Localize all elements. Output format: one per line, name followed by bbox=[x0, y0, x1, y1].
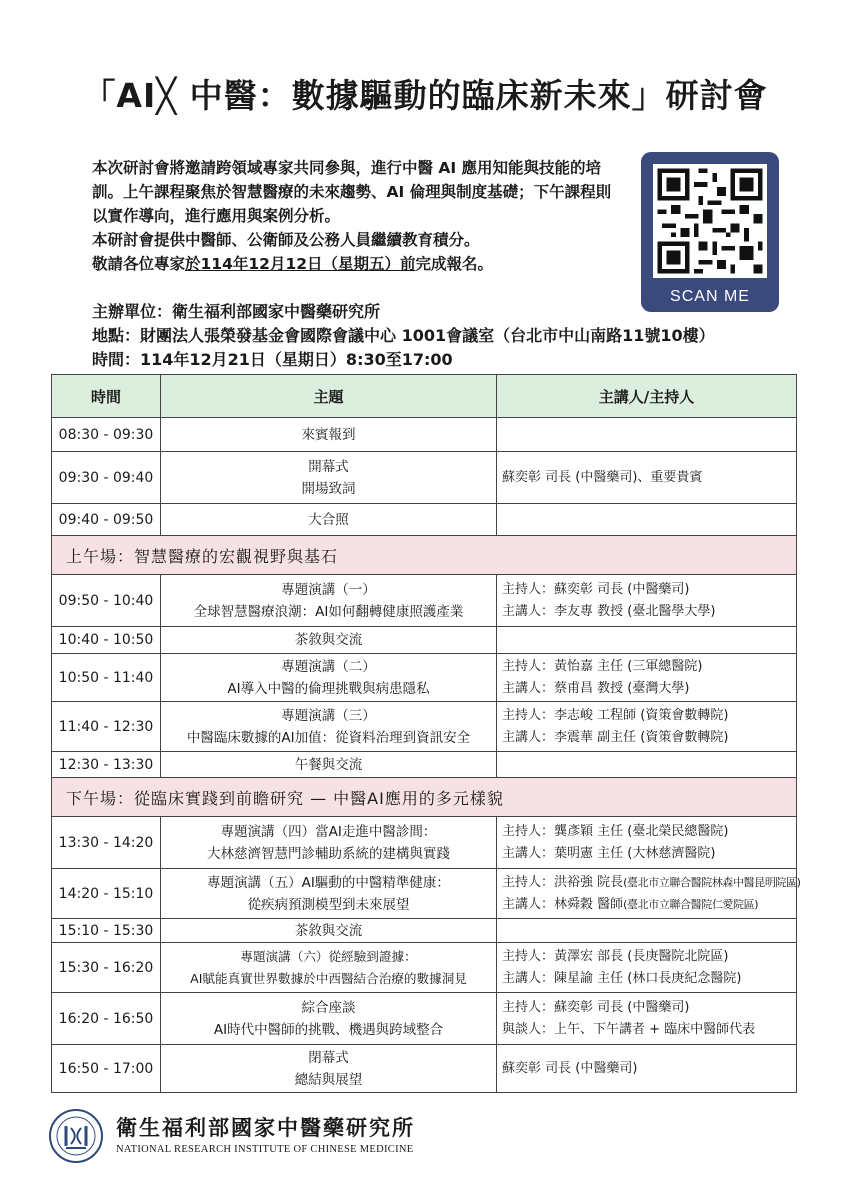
intro-text bbox=[92, 156, 632, 276]
page-title: 「AI╳ 中醫：數據驅動的臨床新未來」研討會 bbox=[82, 76, 768, 115]
speaker-line: 主持人：蘇奕彰 司長 (中醫藥司) bbox=[502, 999, 690, 1015]
institute-logo-icon bbox=[48, 1108, 104, 1164]
topic-line: 總結與展望 bbox=[294, 1071, 363, 1088]
topic-line: 專題演講（二） bbox=[281, 658, 376, 675]
row-time: 13:30 - 14:20 bbox=[52, 817, 161, 869]
topic-line: 專題演講（六）從經驗到證據： bbox=[240, 948, 417, 964]
row-topic bbox=[161, 1045, 497, 1093]
row-time: 10:40 - 10:50 bbox=[52, 627, 161, 654]
row-topic: 來賓報到 bbox=[161, 418, 497, 452]
row-time: 12:30 - 13:30 bbox=[52, 752, 161, 778]
row-time: 15:30 - 16:20 bbox=[52, 943, 161, 993]
row-topic bbox=[161, 452, 497, 504]
speaker-line bbox=[502, 872, 801, 894]
row-time: 09:50 - 10:40 bbox=[52, 575, 161, 627]
deadline-post: 完成報名。 bbox=[415, 255, 494, 273]
speaker-name: 主講人：林舜穀 醫師 bbox=[502, 896, 624, 912]
section-title: 上午場：智慧醫療的宏觀視野與基石 bbox=[52, 536, 797, 575]
speaker-line: 主持人：黃怡嘉 主任 (三軍總醫院) bbox=[502, 658, 703, 674]
row-topic: 茶敘與交流 bbox=[161, 627, 497, 654]
header-speaker: 主講人/主持人 bbox=[497, 375, 797, 418]
intro-line: 以實作導向，進行應用與案例分析。 bbox=[92, 207, 341, 225]
topic-line: 從疾病預測模型到未來展望 bbox=[247, 896, 410, 913]
table-row bbox=[52, 504, 797, 536]
qr-code-card[interactable] bbox=[641, 152, 779, 312]
table-row bbox=[52, 575, 797, 627]
section-row-pm bbox=[52, 778, 797, 817]
topic-line: 開場致詞 bbox=[301, 480, 356, 497]
schedule-table bbox=[51, 374, 801, 1093]
topic-line: 大林慈濟智慧門診輔助系統的建構與實踐 bbox=[207, 845, 450, 862]
speaker-line: 主持人：龔彥穎 主任 (臺北榮民總醫院) bbox=[502, 823, 729, 839]
row-topic: 午餐與交流 bbox=[161, 752, 497, 778]
topic-line: 閉幕式 bbox=[308, 1049, 349, 1066]
deadline-line bbox=[92, 252, 632, 276]
speaker-line: 主講人：李友專 教授 (臺北醫學大學) bbox=[502, 603, 716, 619]
row-speaker bbox=[497, 575, 797, 627]
row-speaker bbox=[497, 817, 797, 869]
row-time: 09:40 - 09:50 bbox=[52, 504, 161, 536]
table-row bbox=[52, 993, 797, 1045]
topic-line: AI導入中醫的倫理挑戰與病患隱私 bbox=[227, 680, 430, 697]
row-speaker bbox=[497, 504, 797, 536]
row-speaker bbox=[497, 943, 797, 993]
row-topic bbox=[161, 575, 497, 627]
row-speaker bbox=[497, 752, 797, 778]
header-time: 時間 bbox=[52, 375, 161, 418]
venue: 地點：財團法人張榮發基金會國際會議中心 1001會議室（台北市中山南路11號10樓） bbox=[92, 326, 715, 345]
event-time: 時間：114年12月21日（星期日）8:30至17:00 bbox=[92, 350, 453, 369]
row-time: 14:20 - 15:10 bbox=[52, 869, 161, 919]
organizer: 主辦單位：衛生福利部國家中醫藥研究所 bbox=[92, 302, 381, 321]
topic-line: 專題演講（五）AI驅動的中醫精準健康： bbox=[207, 874, 450, 891]
topic-line: 專題演講（四）當AI走進中醫診間： bbox=[220, 823, 437, 840]
intro-line: 本次研討會將邀請跨領域專家共同參與，進行中醫 AI 應用知能與技能的培 bbox=[92, 159, 602, 177]
topic-line: AI時代中醫師的挑戰、機遇與跨域整合 bbox=[213, 1021, 444, 1038]
speaker-affiliation: (臺北市立聯合醫院仁愛院區) bbox=[623, 897, 759, 911]
table-row bbox=[52, 452, 797, 504]
table-row bbox=[52, 1045, 797, 1093]
row-speaker: 蘇奕彰 司長 (中醫藥司) bbox=[497, 1045, 797, 1093]
row-speaker bbox=[497, 993, 797, 1045]
intro-line: 訓。上午課程聚焦於智慧醫療的未來趨勢、AI 倫理與制度基礎；下午課程則 bbox=[92, 183, 612, 201]
table-row bbox=[52, 654, 797, 702]
row-speaker bbox=[497, 654, 797, 702]
topic-line: 全球智慧醫療浪潮：AI如何翻轉健康照護產業 bbox=[193, 603, 464, 620]
row-time: 16:20 - 16:50 bbox=[52, 993, 161, 1045]
row-time: 11:40 - 12:30 bbox=[52, 702, 161, 752]
speaker-line: 主持人：李志峻 工程師 (資策會數轉院) bbox=[502, 707, 729, 723]
table-row bbox=[52, 943, 797, 993]
header-topic: 主題 bbox=[161, 375, 497, 418]
row-speaker bbox=[497, 702, 797, 752]
speaker-line bbox=[502, 894, 791, 916]
table-row bbox=[52, 919, 797, 943]
speaker-line: 主講人：葉明憲 主任 (大林慈濟醫院) bbox=[502, 845, 716, 861]
row-speaker bbox=[497, 627, 797, 654]
topic-line: 綜合座談 bbox=[301, 999, 356, 1016]
row-speaker: 蘇奕彰 司長 (中醫藥司)、重要貴賓 bbox=[497, 452, 797, 504]
speaker-line: 與談人：上午、下午講者 + 臨床中醫師代表 bbox=[502, 1021, 756, 1037]
row-topic bbox=[161, 654, 497, 702]
table-row bbox=[52, 752, 797, 778]
deadline-date: 於114年12月12日（星期五）前 bbox=[185, 255, 416, 273]
table-row bbox=[52, 418, 797, 452]
table-row bbox=[52, 702, 797, 752]
speaker-name: 主持人：洪裕強 院長 bbox=[502, 874, 624, 890]
row-topic bbox=[161, 869, 497, 919]
row-time: 08:30 - 09:30 bbox=[52, 418, 161, 452]
row-topic bbox=[161, 702, 497, 752]
section-row-am bbox=[52, 536, 797, 575]
row-time: 10:50 - 11:40 bbox=[52, 654, 161, 702]
row-time: 16:50 - 17:00 bbox=[52, 1045, 161, 1093]
row-time: 09:30 - 09:40 bbox=[52, 452, 161, 504]
speaker-line: 主持人：蘇奕彰 司長 (中醫藥司) bbox=[502, 581, 690, 597]
row-time: 15:10 - 15:30 bbox=[52, 919, 161, 943]
table-row bbox=[52, 869, 797, 919]
speaker-line: 主持人：黃澤宏 部長 (長庚醫院北院區) bbox=[502, 948, 729, 964]
topic-line: AI賦能真實世界數據於中西醫結合治療的數據洞見 bbox=[190, 970, 467, 986]
event-meta bbox=[92, 300, 812, 372]
row-speaker bbox=[497, 869, 801, 919]
institute-name-zh: 衛生福利部國家中醫藥研究所 bbox=[116, 1115, 415, 1140]
row-speaker bbox=[497, 919, 797, 943]
table-row bbox=[52, 817, 797, 869]
speaker-line: 主講人：李震華 副主任 (資策會數轉院) bbox=[502, 729, 729, 745]
topic-line: 專題演講（一） bbox=[281, 581, 376, 598]
institute-name-en: NATIONAL RESEARCH INSTITUTE OF CHINESE MEDICINE bbox=[116, 1144, 414, 1155]
speaker-line: 主講人：蔡甫昌 教授 (臺灣大學) bbox=[502, 680, 690, 696]
deadline-pre: 敬請各位專家 bbox=[92, 255, 186, 273]
qr-label: SCAN ME bbox=[670, 288, 750, 305]
topic-line: 專題演講（三） bbox=[281, 707, 376, 724]
qr-code-icon[interactable] bbox=[653, 164, 767, 278]
speaker-affiliation: (臺北市立聯合醫院林森中醫昆明院區) bbox=[623, 875, 801, 889]
topic-line: 開幕式 bbox=[308, 458, 349, 475]
speaker-line: 主講人：陳星諭 主任 (林口長庚紀念醫院) bbox=[502, 970, 742, 986]
row-topic: 大合照 bbox=[161, 504, 497, 536]
row-topic: 茶敘與交流 bbox=[161, 919, 497, 943]
row-topic bbox=[161, 993, 497, 1045]
section-title: 下午場：從臨床實踐到前瞻研究 — 中醫AI應用的多元樣貌 bbox=[52, 778, 797, 817]
topic-line: 中醫臨床數據的AI加值：從資料治理到資訊安全 bbox=[186, 729, 471, 746]
row-topic bbox=[161, 943, 497, 993]
table-row bbox=[52, 627, 797, 654]
row-speaker bbox=[497, 418, 797, 452]
table-header-row bbox=[52, 375, 797, 418]
intro-line: 本研討會提供中醫師、公衛師及公務人員繼續教育積分。 bbox=[92, 231, 480, 249]
footer-logo-block bbox=[48, 1108, 448, 1168]
row-topic bbox=[161, 817, 497, 869]
